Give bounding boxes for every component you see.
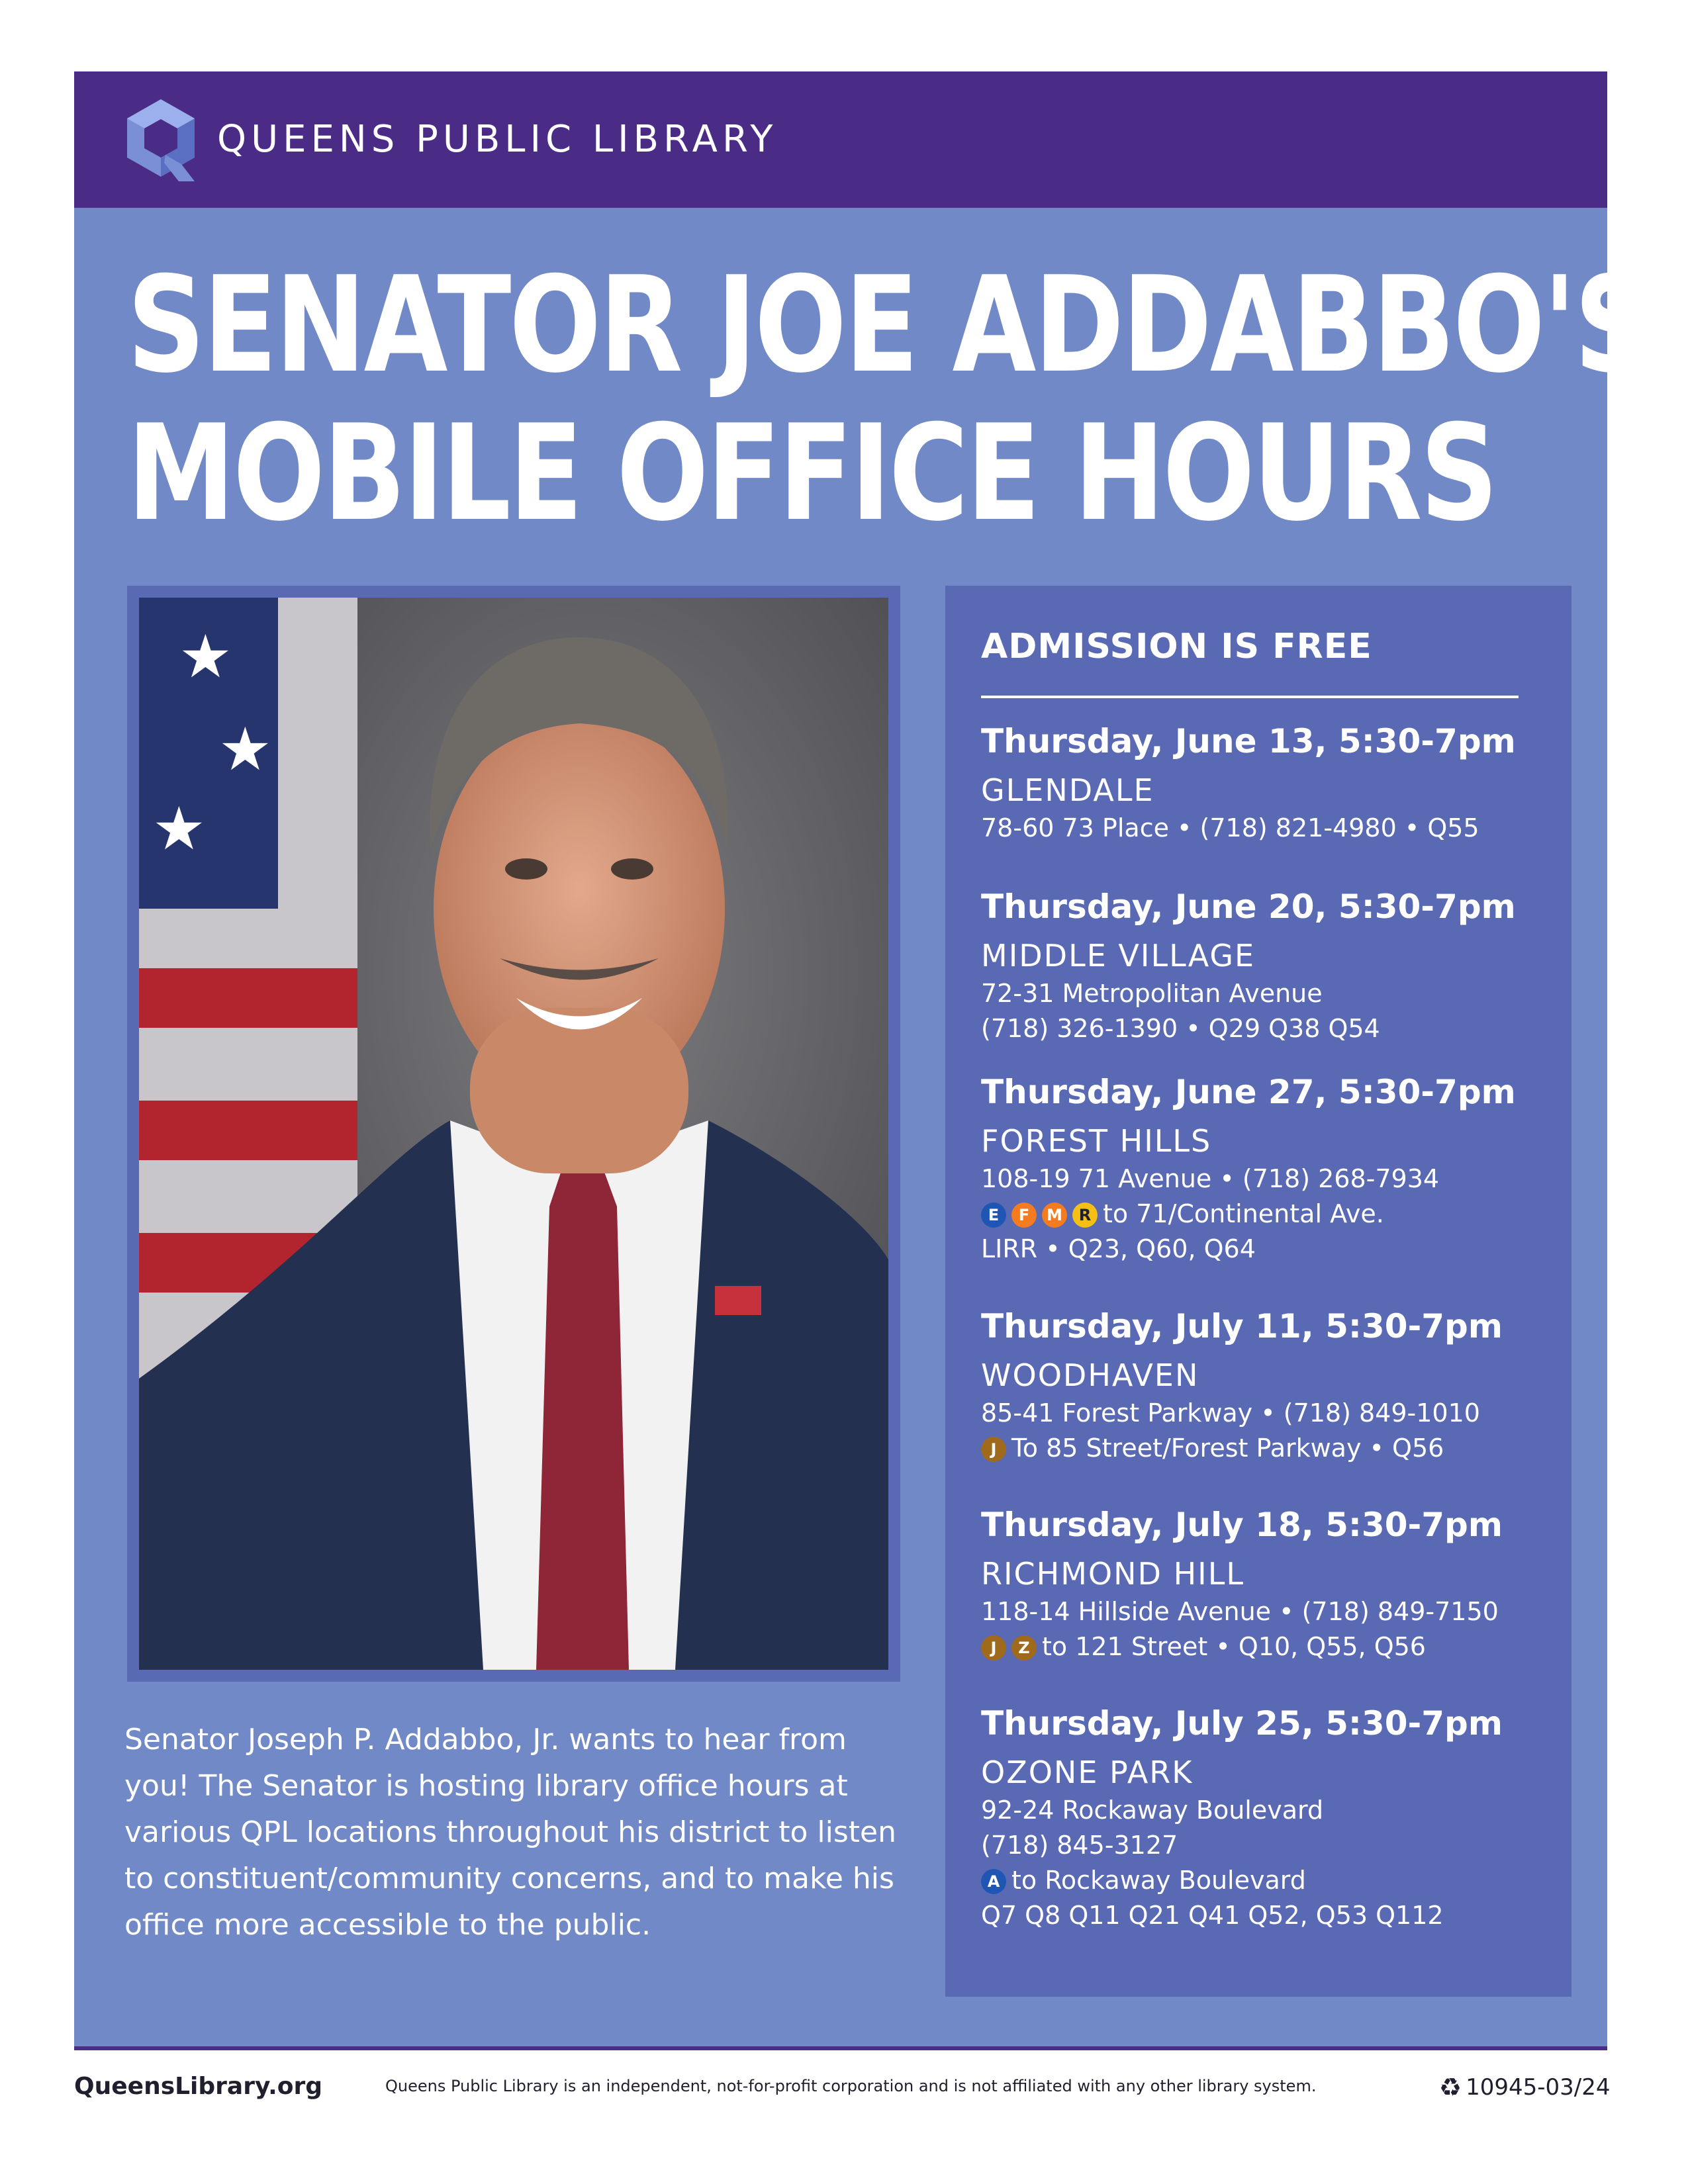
- header-bar: [74, 71, 1607, 208]
- event-date: Thursday, July 25, 5:30-7pm: [981, 1704, 1503, 1743]
- event-phone-transit: (718) 326-1390 • Q29 Q38 Q54: [981, 1014, 1380, 1043]
- recycle-icon: ♻: [1439, 2073, 1462, 2102]
- event-transit: LIRR • Q23, Q60, Q64: [981, 1234, 1256, 1263]
- admission-heading: ADMISSION IS FREE: [981, 627, 1372, 666]
- intro-paragraph: Senator Joseph P. Addabbo, Jr. wants to hear from you! The Senator is hosting library office hours at various QPL locations throughout his district to listen to constituent/community concerns, and to make his office more accessible to the public.: [124, 1723, 896, 1942]
- event-date: Thursday, July 11, 5:30-7pm: [981, 1307, 1503, 1345]
- print-code: [1439, 2073, 1611, 2102]
- event-middle-village: [981, 884, 1557, 1046]
- event-date: Thursday, July 18, 5:30-7pm: [981, 1506, 1503, 1544]
- event-trains: [981, 1431, 1557, 1466]
- flyer: [74, 71, 1650, 2050]
- event-transit: Q7 Q8 Q11 Q21 Q41 Q52, Q53 Q112: [981, 1901, 1444, 1930]
- svg-text:★: ★: [152, 794, 206, 864]
- j-train-icon: J: [981, 1437, 1006, 1462]
- event-address: 78-60 73 Place • (718) 821-4980 • Q55: [981, 813, 1479, 842]
- event-richmond-hill: [981, 1502, 1557, 1664]
- train-directions: to Rockaway Boulevard: [1011, 1866, 1306, 1895]
- disclaimer: Queens Public Library is an independent, not-for-profit corporation and is not affiliated with any other library system.: [385, 2077, 1317, 2095]
- schedule-panel: [945, 586, 1571, 1997]
- queens-library-logo-icon: [126, 98, 196, 183]
- svg-text:★: ★: [179, 622, 232, 692]
- svg-text:★: ★: [218, 715, 272, 784]
- a-train-icon: A: [981, 1869, 1006, 1894]
- event-location: WOODHAVEN: [981, 1357, 1199, 1393]
- f-train-icon: F: [1011, 1203, 1037, 1228]
- library-name: QUEENS PUBLIC LIBRARY: [217, 118, 778, 161]
- e-train-icon: E: [981, 1203, 1006, 1228]
- title-line-2: MOBILE OFFICE HOURS: [127, 396, 1497, 551]
- event-trains: [981, 1197, 1557, 1232]
- event-glendale: [981, 718, 1557, 846]
- print-code-text: 10945-03/24: [1466, 2074, 1611, 2101]
- event-address: 118-14 Hillside Avenue • (718) 849-7150: [981, 1597, 1499, 1626]
- page-title: [127, 248, 1650, 551]
- event-date: Thursday, June 13, 5:30-7pm: [981, 722, 1516, 760]
- r-train-icon: R: [1072, 1203, 1098, 1228]
- event-phone: (718) 845-3127: [981, 1831, 1178, 1860]
- event-location: FOREST HILLS: [981, 1123, 1212, 1159]
- event-location: OZONE PARK: [981, 1754, 1194, 1790]
- train-directions: to 121 Street • Q10, Q55, Q56: [1042, 1632, 1426, 1661]
- divider: [981, 696, 1519, 698]
- event-location: RICHMOND HILL: [981, 1556, 1244, 1592]
- title-line-1: SENATOR JOE ADDABBO'S: [127, 248, 1650, 402]
- event-woodhaven: [981, 1303, 1557, 1466]
- event-date: Thursday, June 20, 5:30-7pm: [981, 887, 1516, 926]
- website-link[interactable]: QueensLibrary.org: [74, 2073, 323, 2100]
- m-train-icon: M: [1042, 1203, 1067, 1228]
- event-forest-hills: [981, 1069, 1557, 1267]
- senator-portrait: [139, 598, 888, 1670]
- event-date: Thursday, June 27, 5:30-7pm: [981, 1073, 1516, 1111]
- event-address: 85-41 Forest Parkway • (718) 849-1010: [981, 1398, 1480, 1428]
- train-directions: To 85 Street/Forest Parkway • Q56: [1011, 1433, 1444, 1463]
- event-address: 72-31 Metropolitan Avenue: [981, 979, 1323, 1008]
- train-directions: to 71/Continental Ave.: [1103, 1199, 1384, 1228]
- event-ozone-park: [981, 1700, 1557, 1933]
- event-trains: [981, 1863, 1557, 1898]
- event-trains: [981, 1629, 1557, 1664]
- j-train-icon: J: [981, 1635, 1006, 1661]
- event-location: MIDDLE VILLAGE: [981, 938, 1256, 974]
- z-train-icon: Z: [1011, 1635, 1037, 1661]
- event-address: 92-24 Rockaway Boulevard: [981, 1796, 1324, 1825]
- event-location: GLENDALE: [981, 772, 1154, 808]
- footer-divider: [74, 2046, 1607, 2050]
- event-address: 108-19 71 Avenue • (718) 268-7934: [981, 1164, 1440, 1193]
